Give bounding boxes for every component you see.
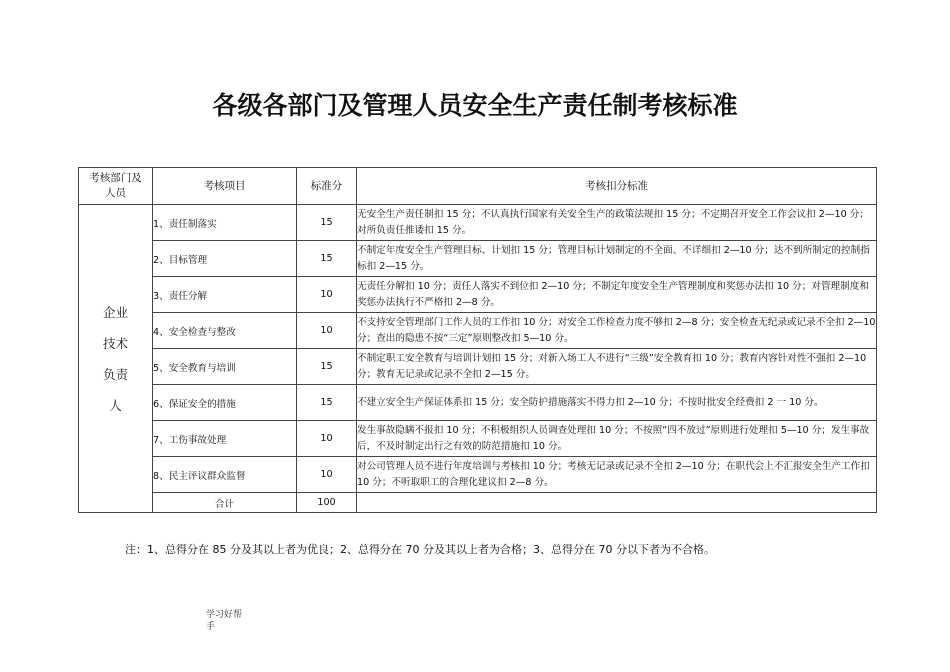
criteria-cell: 无安全生产责任制扣 15 分；不认真执行国家有关安全生产的政策法规扣 15 分；不定期召开安全工作会议扣 2—10 分；对所负责任推诿扣 15 分。 <box>357 205 877 241</box>
item-cell: 2、目标管理 <box>153 241 297 277</box>
total-row <box>79 493 877 513</box>
criteria-cell: 不支持安全管理部门工作人员的工作扣 10 分；对安全工作检查力度不够扣 2—8 分；安全检查无纪录或记录不全扣 2—10 分；查出的隐患不按“三定”原则整改扣 5—10 分。 <box>357 313 877 349</box>
header-score: 标准分 <box>297 168 357 205</box>
table-row <box>79 421 877 457</box>
criteria-cell: 发生事故隐瞒不报扣 10 分；不积极组织人员调查处理扣 10 分；不按照“四不放过”原则进行处理扣 5—10 分；发生事故后，不及时制定出行之有效的防范措施扣 10 分。 <box>357 421 877 457</box>
score-cell: 10 <box>297 277 357 313</box>
scoring-note: 注：1、总得分在 85 分及其以上者为优良；2、总得分在 70 分及其以上者为合格；3、总得分在 70 分以下者为不合格。 <box>125 543 715 556</box>
criteria-cell: 对公司管理人员不进行年度培训与考核扣 10 分；考核无记录或记录不全扣 2—10 分；在职代会上不汇报安全生产工作扣 10 分；不听取职工的合理化建议扣 2—8 分。 <box>357 457 877 493</box>
total-score: 100 <box>297 493 357 513</box>
total-label: 合计 <box>153 493 297 513</box>
item-cell: 1、责任制落实 <box>153 205 297 241</box>
item-cell: 8、民主评议群众监督 <box>153 457 297 493</box>
table-header-row <box>79 168 877 205</box>
score-cell: 10 <box>297 421 357 457</box>
item-cell: 5、安全教育与培训 <box>153 349 297 385</box>
dept-cell <box>79 205 153 513</box>
table-row <box>79 385 877 421</box>
dept-line: 人 <box>109 397 122 413</box>
footer-text: 学习好帮手 <box>206 610 243 632</box>
table-row <box>79 241 877 277</box>
table-row <box>79 457 877 493</box>
criteria-cell: 不制定年度安全生产管理目标、计划扣 15 分；管理目标计划制定的不全面、不详细扣 2—10 分；达不到所制定的控制指标扣 2—15 分。 <box>357 241 877 277</box>
criteria-cell: 无责任分解扣 10 分；责任人落实不到位扣 2—10 分；不制定年度安全生产管理制度和奖惩办法扣 10 分；对管理制度和奖惩办法执行不严格扣 2—8 分。 <box>357 277 877 313</box>
item-cell: 6、保证安全的措施 <box>153 385 297 421</box>
table-row <box>79 277 877 313</box>
criteria-cell: 不建立安全生产保证体系扣 15 分；安全防护措施落实不得力扣 2—10 分；不按时批安全经费扣 2 一 10 分。 <box>357 385 877 421</box>
score-cell: 10 <box>297 457 357 493</box>
header-criteria: 考核扣分标准 <box>357 168 877 205</box>
item-cell: 7、工伤事故处理 <box>153 421 297 457</box>
dept-line: 企业 <box>102 304 128 320</box>
item-cell: 4、安全检查与整改 <box>153 313 297 349</box>
dept-line: 技术 <box>102 335 128 351</box>
item-cell: 3、责任分解 <box>153 277 297 313</box>
assessment-table <box>78 167 877 513</box>
score-cell: 15 <box>297 241 357 277</box>
score-cell: 15 <box>297 385 357 421</box>
total-criteria-empty <box>357 493 877 513</box>
table-row <box>79 313 877 349</box>
table-row <box>79 205 877 241</box>
score-cell: 15 <box>297 205 357 241</box>
header-item: 考核项目 <box>153 168 297 205</box>
score-cell: 15 <box>297 349 357 385</box>
table-row <box>79 349 877 385</box>
score-cell: 10 <box>297 313 357 349</box>
dept-line: 负责 <box>102 366 128 382</box>
header-dept: 考核部门及人员 <box>79 168 153 205</box>
criteria-cell: 不制定职工安全教育与培训计划扣 15 分；对新入场工人不进行“三级”安全教育扣 10 分；教育内容针对性不强扣 2—10 分；教育无记录或记录不全扣 2—15 分。 <box>357 349 877 385</box>
page-title: 各级各部门及管理人员安全生产责任制考核标准 <box>212 91 738 120</box>
